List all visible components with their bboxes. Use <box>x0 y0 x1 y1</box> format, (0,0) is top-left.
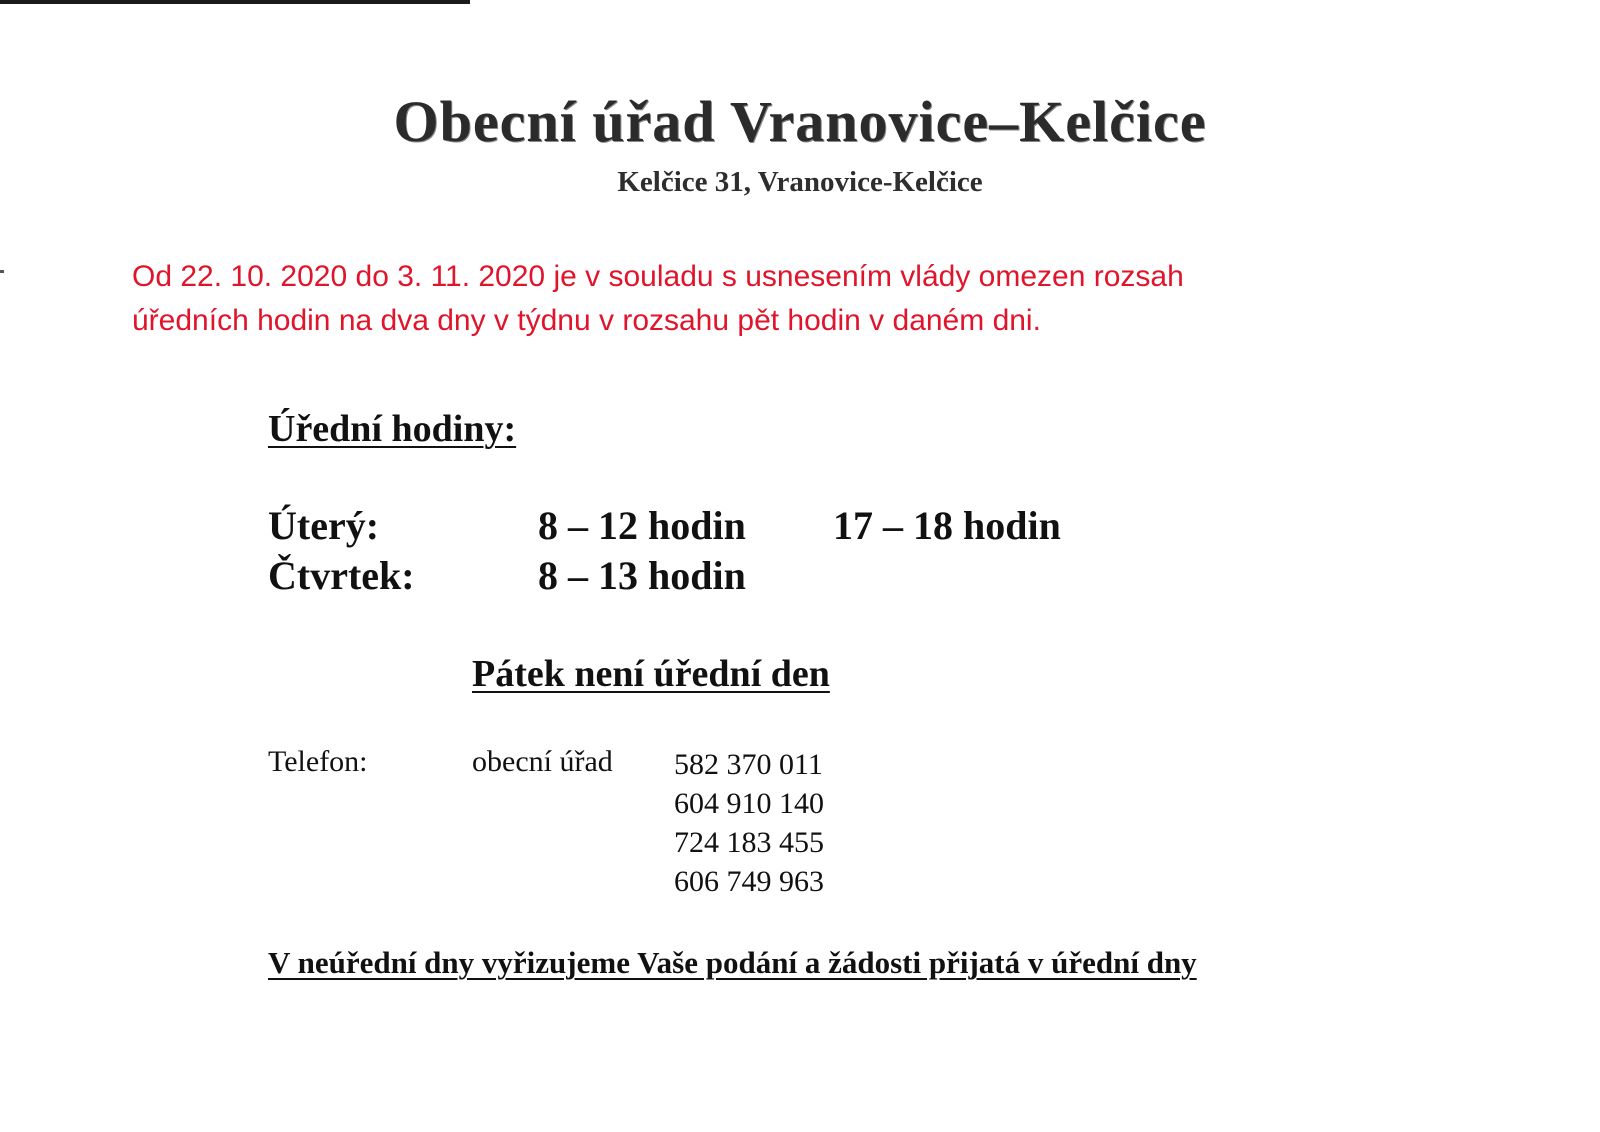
restriction-notice <box>132 255 1492 343</box>
notice-line: úředních hodin na dva dny v týdnu v rozsahu pět hodin v daném dni. <box>132 304 1041 337</box>
friday-note: Pátek není úřední den <box>472 653 830 695</box>
notice-line: Od 22. 10. 2020 do 3. 11. 2020 je v souladu s usnesením vlády omezen rozsah <box>132 260 1184 293</box>
phone-number: 724 183 455 <box>674 826 824 859</box>
scan-edge-top <box>0 0 470 4</box>
footer-note: V neúřední dny vyřizujeme Vaše podání a žádosti přijatá v úřední dny <box>268 945 1197 980</box>
scan-mark-left <box>0 270 4 273</box>
time-slot: 17 – 18 hodin <box>833 503 1061 548</box>
phone-label: Telefon: <box>268 745 368 778</box>
time-slot: 8 – 12 hodin <box>538 503 746 548</box>
phone-number: 604 910 140 <box>674 787 824 820</box>
office-address: Kelčice 31, Vranovice-Kelčice <box>617 166 983 198</box>
phone-number: 606 749 963 <box>674 865 824 898</box>
office-hours-heading: Úřední hodiny: <box>268 408 517 450</box>
page-title: Obecní úřad Vranovice–Kelčice <box>393 89 1207 154</box>
phone-number-list <box>674 745 824 901</box>
phone-number: 582 370 011 <box>674 748 823 781</box>
day-label: Čtvrtek: <box>268 553 415 598</box>
phone-office-label: obecní úřad <box>472 745 613 778</box>
day-label: Úterý: <box>268 503 380 548</box>
time-slot: 8 – 13 hodin <box>538 553 746 598</box>
